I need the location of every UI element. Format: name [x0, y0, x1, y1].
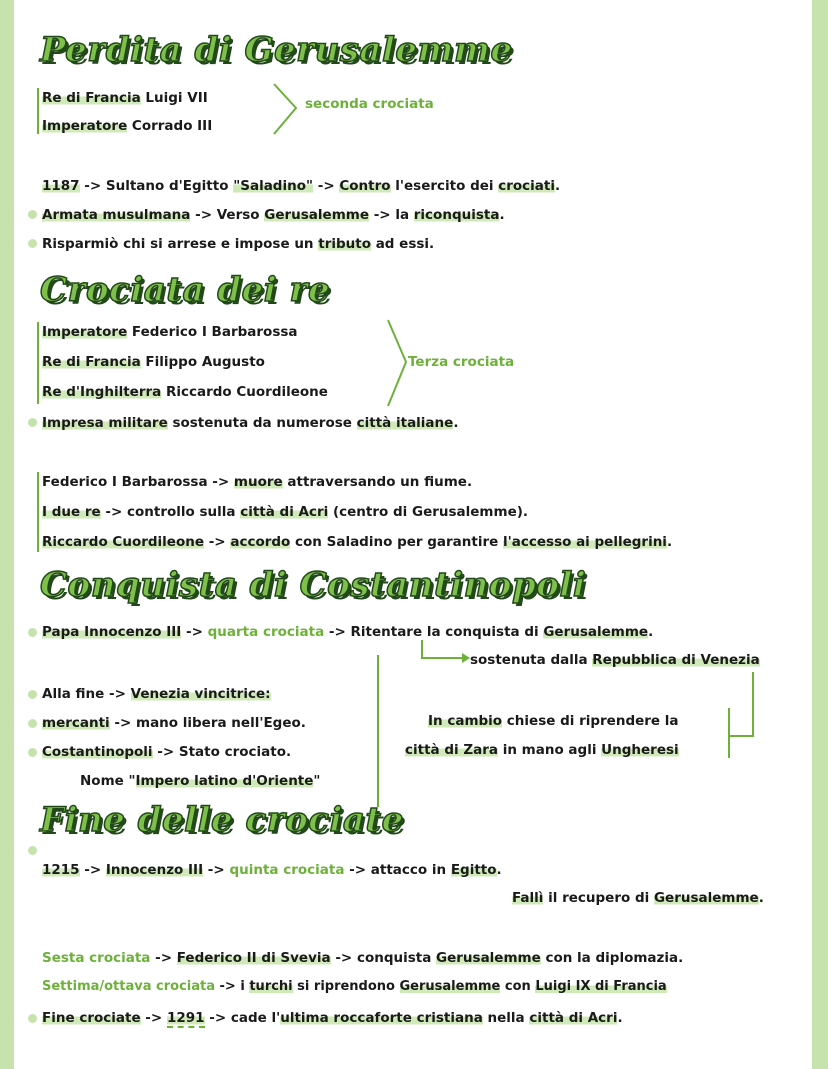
note-line: I due re -> controllo sulla città di Acri (centro di Gerusalemme). — [42, 504, 529, 520]
highlight: Re di Francia — [42, 90, 141, 106]
note-line: Re d'Inghilterra Riccardo Cuordileone — [42, 384, 328, 400]
section-title-perdita: Perdita di Gerusalemme — [40, 30, 513, 70]
brace-label: Terza crociata — [408, 354, 515, 370]
note-line: Costantinopoli -> Stato crociato. — [42, 744, 292, 760]
note-line: sostenuta dalla Repubblica di Venezia — [470, 652, 760, 668]
note-line: Imperatore Federico I Barbarossa — [42, 324, 298, 340]
note-line: Imperatore Corrado III — [42, 118, 213, 134]
bullet-dot — [28, 239, 37, 248]
arrow-right-icon — [420, 640, 470, 664]
note-line: Risparmiò chi si arrese e impose un tributo ad essi. — [42, 236, 435, 252]
right-bracket — [728, 708, 730, 758]
bullet-dot — [28, 846, 37, 855]
note-line: Sesta crociata -> Federico II di Svevia -> conquista Gerusalemme con la diplomazia. — [42, 950, 684, 966]
left-bracket — [37, 88, 39, 134]
bullet-dot — [28, 418, 37, 427]
left-bracket — [37, 322, 39, 404]
note-line: Armata musulmana -> Verso Gerusalemme -> la riconquista. — [42, 207, 505, 223]
bullet-dot — [28, 690, 37, 699]
bullet-dot — [28, 719, 37, 728]
note-line: Impresa militare sostenuta da numerose città italiane. — [42, 415, 459, 431]
bullet-dot — [28, 748, 37, 757]
bullet-dot — [28, 210, 37, 219]
section-title-crociata-dei-re: Crociata dei re — [40, 270, 331, 310]
note-line: In cambio chiese di riprendere la — [428, 713, 679, 729]
note-line: Nome "Impero latino d'Oriente" — [80, 773, 321, 789]
note-line: 1187 -> Sultano d'Egitto "Saladino" -> Contro l'esercito dei crociati. — [42, 178, 561, 194]
note-line: Re di Francia Filippo Augusto — [42, 354, 265, 370]
highlight: Imperatore — [42, 118, 128, 134]
note-line: città di Zara in mano agli Ungheresi — [405, 742, 679, 758]
note-line: Fine crociate -> 1291 -> cade l'ultima roccaforte cristiana nella città di Acri. — [42, 1010, 623, 1026]
brace-label: seconda crociata — [305, 96, 434, 112]
connector-line — [752, 672, 754, 736]
connector-line — [730, 735, 754, 737]
note-line: Riccardo Cuordileone -> accordo con Saladino per garantire l'accesso ai pellegrini. — [42, 534, 673, 550]
note-line: Papa Innocenzo III -> quarta crociata -> Ritentare la conquista di Gerusalemme. — [42, 624, 654, 640]
section-title-fine-crociate: Fine delle crociate — [40, 800, 404, 840]
note-line: Re di Francia Luigi VII — [42, 90, 208, 106]
bullet-dot — [28, 628, 37, 637]
note-line: 1215 -> Innocenzo III -> quinta crociata -> attacco in Egitto. — [42, 862, 502, 878]
page-border-right — [812, 0, 828, 1069]
note-line: mercanti -> mano libera nell'Egeo. — [42, 715, 306, 731]
left-bracket — [37, 472, 39, 552]
note-line: Settima/ottava crociata -> i turchi si riprendono Gerusalemme con Luigi IX di Francia — [42, 979, 667, 994]
section-title-costantinopoli: Conquista di Costantinopoli — [40, 565, 587, 605]
bullet-dot — [28, 1014, 37, 1023]
note-line: Alla fine -> Venezia vincitrice: — [42, 686, 271, 702]
note-line: Fallì il recupero di Gerusalemme. — [512, 890, 764, 906]
note-line: Federico I Barbarossa -> muore attraversando un fiume. — [42, 474, 473, 490]
brace-icon — [270, 82, 300, 136]
page-border-left — [0, 0, 14, 1069]
column-divider — [377, 655, 379, 807]
